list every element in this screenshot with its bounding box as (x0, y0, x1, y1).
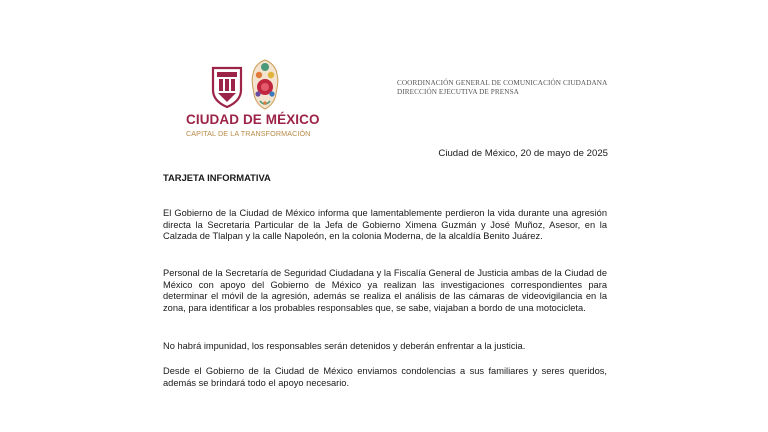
decorative-emblem-icon (250, 58, 280, 110)
dept-line-2: DIRECCIÓN EJECUTIVA DE PRENSA (397, 88, 519, 96)
logo-title: CIUDAD DE MÉXICO (186, 112, 320, 127)
paragraph: El Gobierno de la Ciudad de México informa que lamentablemente perdieron la vida durante una agresión directa la Secretaria Particular de la Jefa de Gobierno Ximena Guzmán y José Muñoz, Asesor, en la Calzada de Tlalpan y la calle Napoleón, en la colonia Moderna, de la alcaldía Benito Juárez. (163, 208, 607, 242)
paragraph: Desde el Gobierno de la Ciudad de México enviamos condolencias a sus familiares y seres queridos, además se brindará todo el apoyo necesario. (163, 366, 607, 388)
dept-line-1: COORDINACIÓN GENERAL DE COMUNICACIÓN CIUDADANA (397, 79, 608, 87)
city-shield-icon (210, 66, 244, 108)
document-heading: TARJETA INFORMATIVA (163, 172, 271, 183)
paragraph: Personal de la Secretaría de Seguridad Ciudadana y la Fiscalía General de Justicia ambas de la Ciudad de México con apoyo del Gobierno de México ya realizan las investigaciones correspondientes para determinar el móvil de la agresión, además se realiza el análisis de las cámaras de videovigilancia en la zona, para identificar a los probables responsables que, se sabe, viajaban a bordo de una motocicleta. (163, 268, 607, 313)
document-date: Ciudad de México, 20 de mayo de 2025 (438, 148, 608, 159)
government-logo (186, 58, 326, 138)
paragraph: No habrá impunidad, los responsables serán detenidos y deberán enfrentar a la justicia. (163, 341, 526, 351)
department-header (397, 79, 607, 97)
logo-subtitle: CAPITAL DE LA TRANSFORMACIÓN (186, 129, 311, 138)
